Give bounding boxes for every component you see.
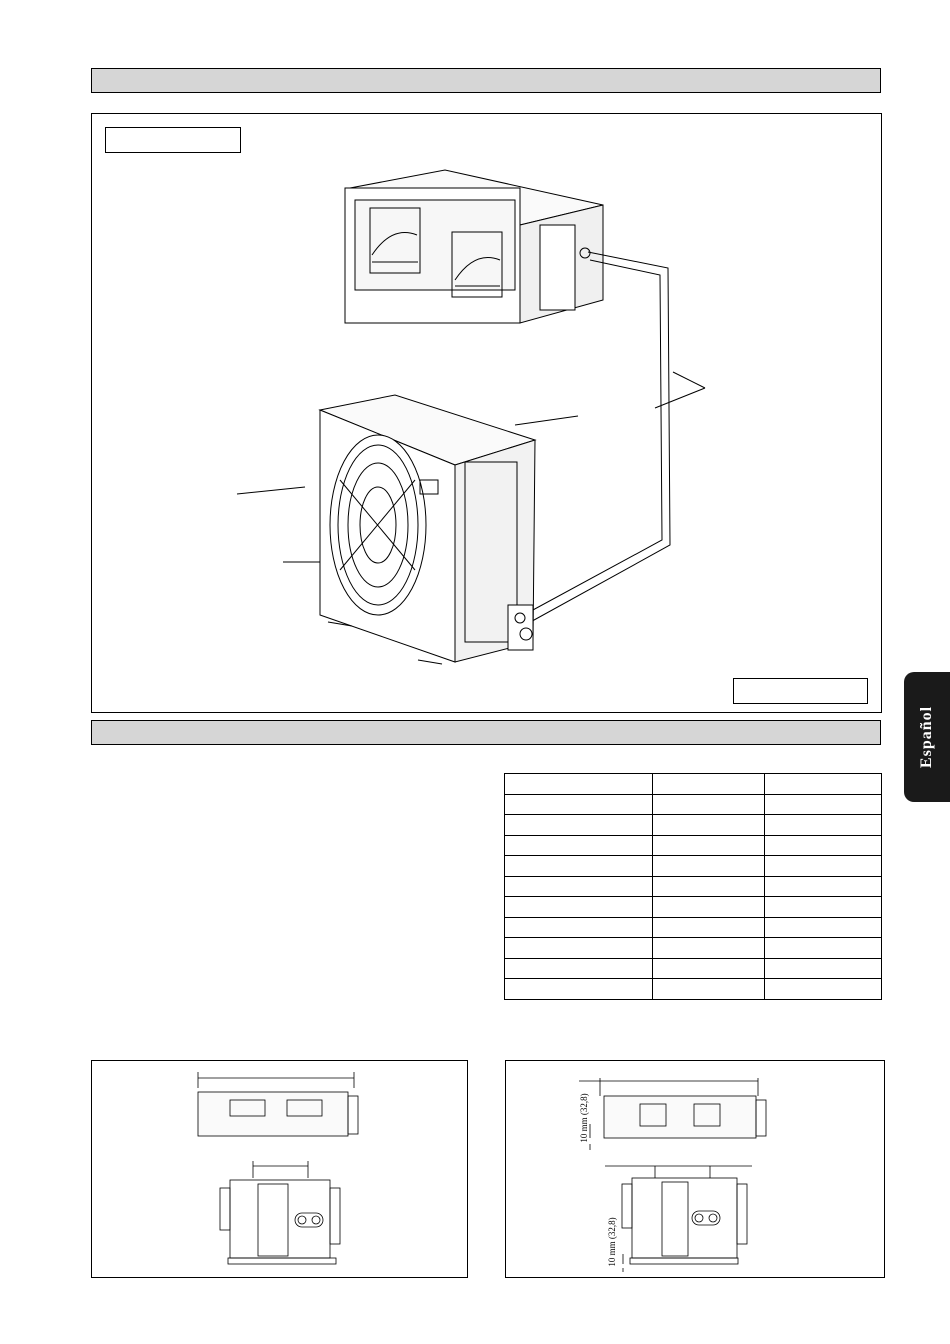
table-cell — [765, 979, 882, 1000]
table-cell — [765, 938, 882, 959]
table-row — [505, 876, 882, 897]
table-cell — [765, 815, 882, 836]
table-cell — [505, 958, 653, 979]
language-tab-label: Español — [918, 705, 935, 769]
table-cell — [505, 815, 653, 836]
dimension-label-upper: 10 mm (32,8) — [579, 1093, 589, 1143]
table-cell — [652, 897, 765, 918]
table-cell — [505, 774, 653, 795]
table-row — [505, 774, 882, 795]
table-cell — [505, 979, 653, 1000]
table-row — [505, 979, 882, 1000]
table-cell — [765, 774, 882, 795]
table-cell — [505, 794, 653, 815]
table-row — [505, 835, 882, 856]
table-cell — [505, 856, 653, 877]
dimension-label-lower: 10 mm (32,8) — [607, 1217, 617, 1267]
table-row — [505, 794, 882, 815]
table-cell — [652, 815, 765, 836]
language-tab[interactable] — [904, 672, 950, 802]
table-cell — [652, 917, 765, 938]
table-row — [505, 938, 882, 959]
table-row — [505, 917, 882, 938]
table-cell — [505, 938, 653, 959]
table-row — [505, 856, 882, 877]
table-cell — [505, 835, 653, 856]
section-header-bar-2 — [91, 720, 881, 745]
table-cell — [652, 794, 765, 815]
table-cell — [765, 794, 882, 815]
specifications-table — [504, 773, 882, 1000]
table-row — [505, 815, 882, 836]
indoor-unit-drawing-right — [0, 1060, 950, 1278]
table-cell — [765, 917, 882, 938]
table-row — [505, 897, 882, 918]
table-cell — [765, 856, 882, 877]
table-cell — [652, 856, 765, 877]
table-cell — [765, 897, 882, 918]
table-cell — [652, 774, 765, 795]
table-cell — [652, 938, 765, 959]
table-cell — [652, 876, 765, 897]
table-cell — [765, 835, 882, 856]
table-cell — [652, 958, 765, 979]
table-cell — [505, 917, 653, 938]
table-cell — [652, 835, 765, 856]
table-cell — [505, 897, 653, 918]
table-cell — [765, 958, 882, 979]
table-row — [505, 958, 882, 979]
table-cell — [505, 876, 653, 897]
table-cell — [765, 876, 882, 897]
table-cell — [652, 979, 765, 1000]
